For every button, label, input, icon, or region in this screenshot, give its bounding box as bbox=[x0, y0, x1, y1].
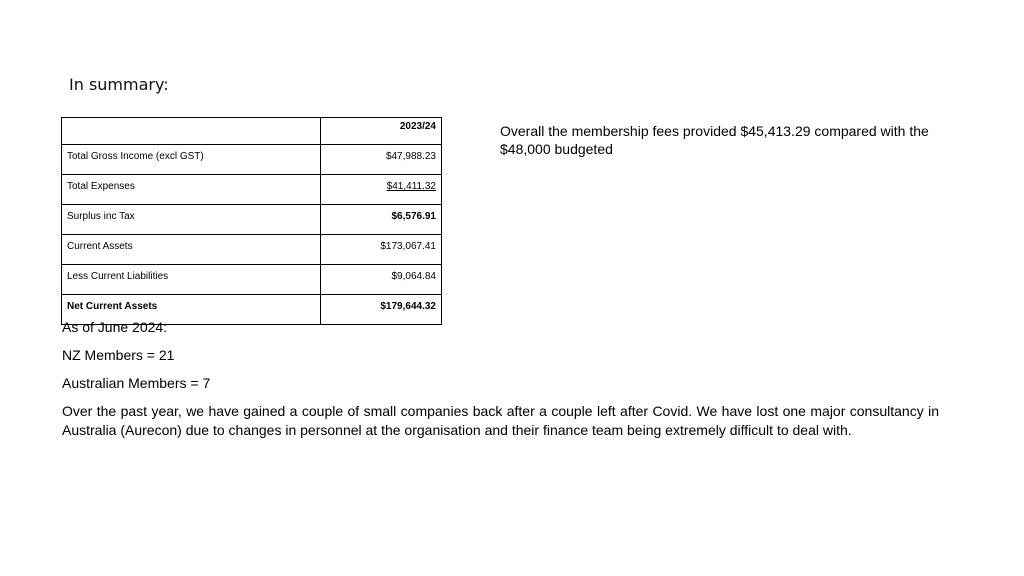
australian-members-count: Australian Members = 7 bbox=[62, 375, 211, 391]
row-label-gross-income: Total Gross Income (excl GST) bbox=[62, 145, 321, 175]
row-value-current-assets: $173,067.41 bbox=[321, 235, 442, 265]
row-label-current-assets: Current Assets bbox=[62, 235, 321, 265]
row-value-total-expenses: $41,411.32 bbox=[321, 175, 442, 205]
financial-summary-table bbox=[61, 117, 442, 325]
column-header-2023-24: 2023/24 bbox=[321, 118, 442, 145]
nz-members-count: NZ Members = 21 bbox=[62, 347, 175, 363]
row-label-current-liabilities: Less Current Liabilities bbox=[62, 265, 321, 295]
table-row bbox=[62, 265, 442, 295]
as-of-date: As of June 2024: bbox=[62, 319, 168, 335]
row-value-surplus: $6,576.91 bbox=[321, 205, 442, 235]
table-row bbox=[62, 235, 442, 265]
membership-fees-note: Overall the membership fees provided $45,413.29 compared with the $48,000 budgeted bbox=[500, 123, 929, 157]
row-label-surplus: Surplus inc Tax bbox=[62, 205, 321, 235]
table-header-empty-cell bbox=[62, 118, 321, 145]
members-section bbox=[62, 318, 939, 449]
table-row bbox=[62, 145, 442, 175]
row-value-gross-income: $47,988.23 bbox=[321, 145, 442, 175]
row-value-net-current-assets: $179,644.32 bbox=[321, 295, 442, 325]
row-label-net-current-assets: Net Current Assets bbox=[62, 295, 321, 325]
table-row bbox=[62, 205, 442, 235]
page-heading: In summary: bbox=[69, 75, 169, 94]
row-value-current-liabilities: $9,064.84 bbox=[321, 265, 442, 295]
table-row bbox=[62, 175, 442, 205]
table-header-row bbox=[62, 118, 442, 145]
row-label-total-expenses: Total Expenses bbox=[62, 175, 321, 205]
membership-paragraph: Over the past year, we have gained a couple of small companies back after a couple left after Covid. We have lost one major consultancy in Australia (Aurecon) due to changes in personnel at the organisation and their finance team being extremely difficult to deal with. bbox=[62, 403, 939, 438]
